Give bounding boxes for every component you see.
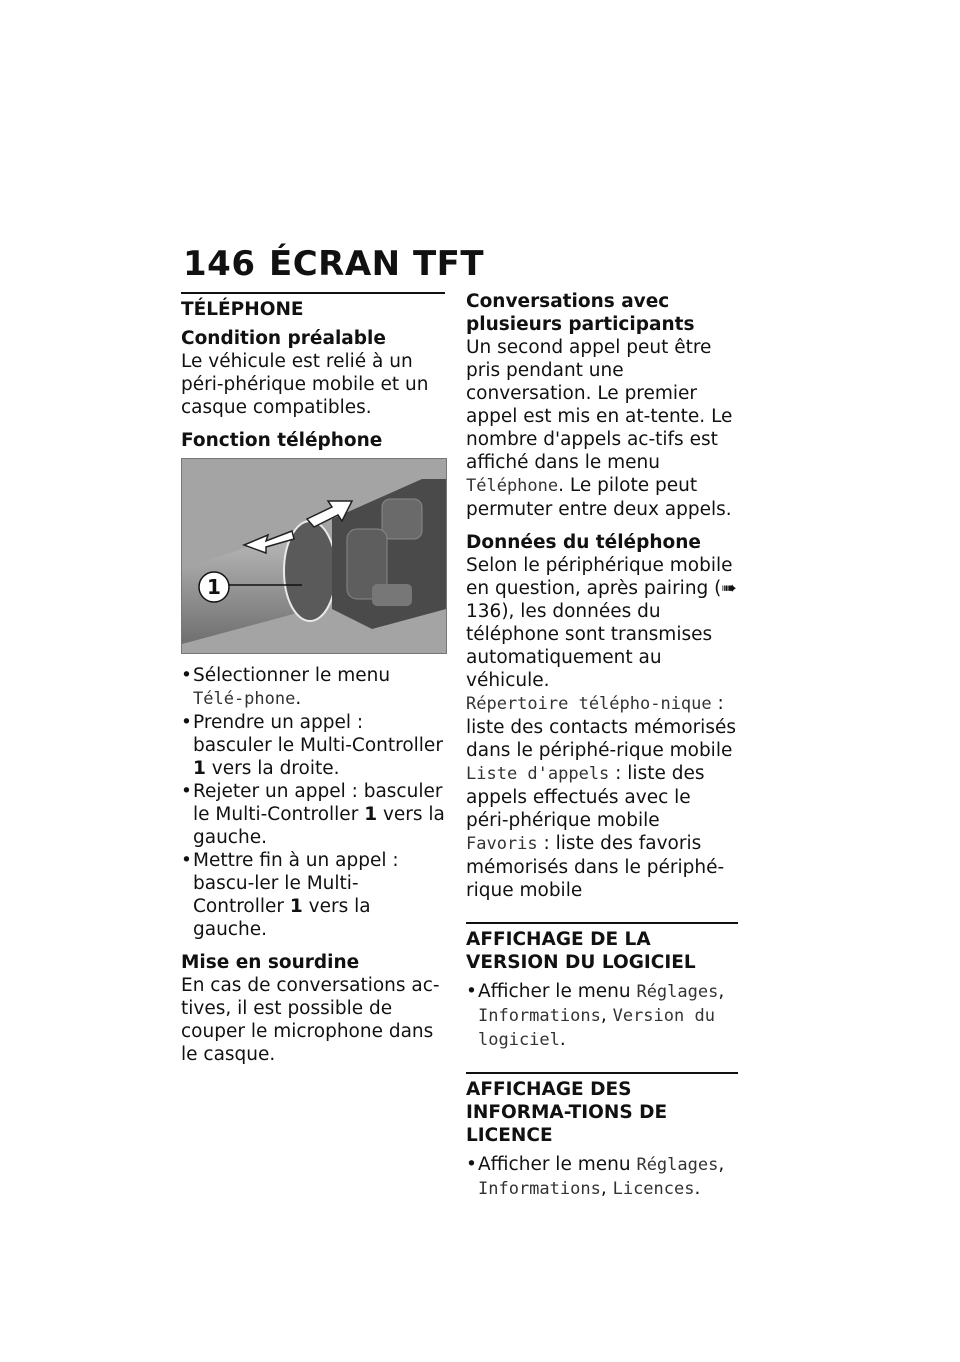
list-item: • Prendre un appel : basculer le Multi-Controller 1 vers la droite. <box>181 711 445 780</box>
list-item: • Afficher le menu Réglages, Informations, Version du logiciel. <box>466 980 738 1052</box>
chapter-title: ÉCRAN TFT <box>269 244 485 284</box>
list-item: • Mettre fin à un appel : bascu-ler le Multi-Controller 1 vers la gauche. <box>181 849 445 941</box>
handlebar-illustration <box>182 459 446 653</box>
function-title: Fonction téléphone <box>181 430 383 451</box>
page-number: 146 <box>183 244 256 284</box>
list-item: • Afficher le menu Réglages, Informations, Licences. <box>466 1153 738 1201</box>
right-column <box>466 290 738 1211</box>
condition-text: Le véhicule est relié à un péri-phérique mobile et un casque compatibles. <box>181 351 429 418</box>
phone-data-entry: Répertoire télépho-nique : liste des contacts mémorisés dans le périphé-rique mobile <box>466 693 736 761</box>
licence-steps <box>466 1153 738 1201</box>
conversations-text: Un second appel peut être pris pendant une conversation. Le premier appel est mis en at-tente. Le nombre d'appels ac-tifs est affiché dans le menu Téléphone. Le pilote peut permuter entre deux appels. <box>466 337 733 520</box>
section-title-version: AFFICHAGE DE LA VERSION DU LOGICIEL <box>466 922 738 974</box>
version-steps <box>466 980 738 1052</box>
left-column <box>181 292 445 1076</box>
list-item: • Sélectionner le menu Télé-phone. <box>181 664 445 711</box>
section-title-telephone: TÉLÉPHONE <box>181 292 445 321</box>
telephone-steps <box>181 664 445 941</box>
figure-callout-1: 1 <box>207 575 221 599</box>
phone-data-entry: Liste d'appels : liste des appels effectués avec le péri-phérique mobile <box>466 763 705 831</box>
phone-data-entry: Favoris : liste des favoris mémorisés dans le périphé-rique mobile <box>466 833 725 901</box>
page-header <box>183 244 484 284</box>
conversations-title: Conversations avec plusieurs participants <box>466 291 695 335</box>
list-item: • Rejeter un appel : basculer le Multi-Controller 1 vers la gauche. <box>181 780 445 849</box>
mute-title: Mise en sourdine <box>181 952 360 973</box>
condition-title: Condition préalable <box>181 328 386 349</box>
handlebar-switch-figure <box>181 458 447 654</box>
phone-data-title: Données du téléphone <box>466 532 701 553</box>
mute-text: En cas de conversations ac-tives, il est possible de couper le microphone dans le casque. <box>181 975 440 1065</box>
section-title-licence: AFFICHAGE DES INFORMA-TIONS DE LICENCE <box>466 1072 738 1147</box>
page-reference: ➠ 136 <box>466 578 737 622</box>
phone-data-text: Selon le périphérique mobile en question, après pairing (➠ 136), les données du téléphone sont transmises automatiquement au véhicule. <box>466 555 737 691</box>
